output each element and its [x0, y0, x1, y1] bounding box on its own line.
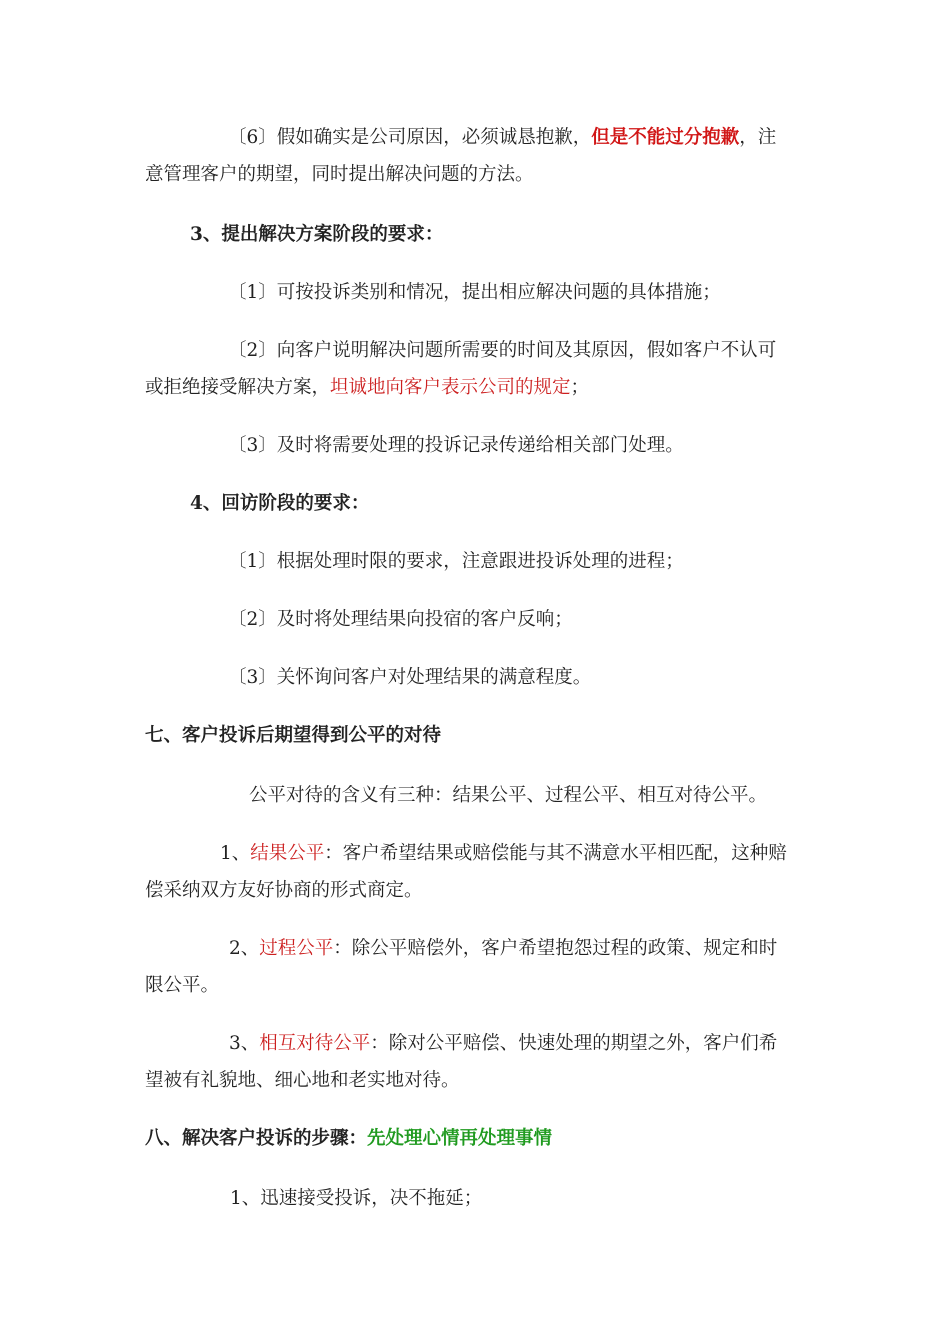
fair-2-line1	[0, 937, 950, 961]
fair-1-text: ：客户希望结果或赔偿能与其不满意水平相匹配，这种赔	[324, 843, 787, 864]
fair-2-num: 2、	[229, 938, 260, 959]
fair-1-line1	[0, 842, 950, 866]
heading-4: 4、回访阶段的要求：	[190, 493, 370, 514]
item-6-highlight: 但是不能过分抱歉	[591, 127, 740, 148]
section3-item-1: 〔1〕可按投诉类别和情况，提出相应解决问题的具体措施；	[228, 282, 721, 303]
fair-1-num: 1、	[220, 843, 251, 864]
section3-item-2-suffix: ；	[570, 377, 590, 398]
item-6-line2: 意管理客户的期望，同时提出解决问题的方法。	[145, 164, 534, 185]
fair-3-text: ：除对公平赔偿、快速处理的期望之外，客户们希	[370, 1033, 778, 1054]
fair-1-term: 结果公平	[250, 843, 325, 864]
fair-3-line1	[0, 1032, 950, 1056]
fair-2-term: 过程公平	[259, 938, 334, 959]
heading-8-highlight: 先处理心情再处理事情	[367, 1128, 553, 1149]
section4-item-1: 〔1〕根据处理时限的要求，注意跟进投诉处理的进程；	[228, 551, 684, 572]
fair-1-line2: 偿采纳双方友好协商的形式商定。	[145, 880, 423, 901]
fair-2-line2: 限公平。	[145, 975, 220, 996]
item-6-line1	[0, 126, 950, 150]
fair-3-line2: 望被有礼貌地、细心地和老实地对待。	[145, 1070, 460, 1091]
item-6-prefix: 〔6〕假如确实是公司原因，必须诚恳抱歉，	[228, 127, 592, 148]
fair-2-text: ：除公平赔偿外，客户希望抱怨过程的政策、规定和时	[333, 938, 778, 959]
section3-item-3: 〔3〕及时将需要处理的投诉记录传递给相关部门处理。	[228, 435, 684, 456]
section3-item-2-prefix: 或拒绝接受解决方案，	[145, 377, 331, 398]
fair-3-term: 相互对待公平	[259, 1033, 371, 1054]
section3-item-2-highlight: 坦诚地向客户表示公司的规定	[330, 377, 571, 398]
heading-8	[0, 1127, 950, 1151]
section3-item-2-line2	[0, 376, 950, 400]
section3-item-2-line1: 〔2〕向客户说明解决问题所需要的时间及其原因，假如客户不认可	[228, 340, 777, 361]
section4-item-2: 〔2〕及时将处理结果向投宿的客户反响；	[228, 609, 573, 630]
heading-7: 七、客户投诉后期望得到公平的对待	[145, 725, 442, 746]
step-1: 1、迅速接受投诉，决不拖延；	[230, 1188, 483, 1209]
item-6-suffix: ，注	[739, 127, 777, 148]
fair-3-num: 3、	[229, 1033, 260, 1054]
section4-item-3: 〔3〕关怀询问客户对处理结果的满意程度。	[228, 667, 592, 688]
fair-intro: 公平对待的含义有三种：结果公平、过程公平、相互对待公平。	[249, 785, 768, 806]
heading-3: 3、提出解决方案阶段的要求：	[190, 224, 444, 245]
heading-8-prefix: 八、解决客户投诉的步骤：	[145, 1128, 368, 1149]
